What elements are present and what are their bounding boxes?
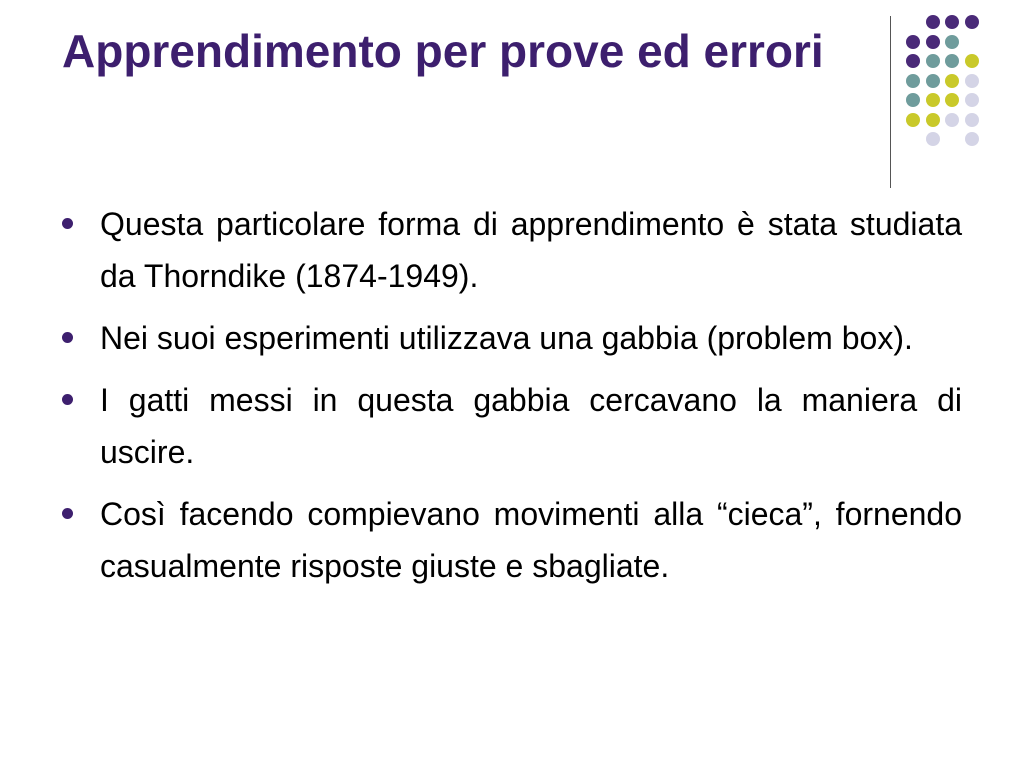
decorative-dot [965, 113, 979, 127]
bullet-item [62, 312, 962, 364]
decorative-dot [926, 132, 940, 146]
bullet-text: Questa particolare forma di apprendimento è stata studiata da Thorndike (1874-1949). [100, 206, 962, 294]
decorative-dot [926, 74, 940, 88]
decorative-dot [965, 15, 979, 29]
decorative-dot [906, 113, 920, 127]
decorative-dot [945, 74, 959, 88]
bullet-text: Nei suoi esperimenti utilizzava una gabbia (problem box). [100, 320, 913, 356]
decorative-dot [926, 15, 940, 29]
decorative-dot [945, 35, 959, 49]
decorative-dot [906, 35, 920, 49]
decorative-dot [965, 74, 979, 88]
title-divider-line [890, 16, 891, 188]
decorative-dot [945, 54, 959, 68]
decorative-dot [926, 93, 940, 107]
decorative-dot [945, 113, 959, 127]
bullet-dot-icon [62, 218, 73, 229]
slide-title: Apprendimento per prove ed errori [62, 25, 824, 77]
decorative-dot [926, 113, 940, 127]
bullet-text: I gatti messi in questa gabbia cercavano la maniera di uscire. [100, 382, 962, 470]
bullet-text: Così facendo compievano movimenti alla “cieca”, fornendo casualmente risposte giuste e sbagliate. [100, 496, 962, 584]
decorative-dot [906, 54, 920, 68]
decorative-dot [965, 54, 979, 68]
decorative-dot [965, 93, 979, 107]
bullet-item [62, 488, 962, 592]
decorative-dot [945, 15, 959, 29]
bullet-item [62, 198, 962, 302]
decorative-dot [906, 93, 920, 107]
decorative-dot [945, 93, 959, 107]
decorative-dot [926, 35, 940, 49]
bullet-dot-icon [62, 394, 73, 405]
bullet-dot-icon [62, 332, 73, 343]
bullet-item [62, 374, 962, 478]
decorative-dot [926, 54, 940, 68]
bullet-dot-icon [62, 508, 73, 519]
decorative-dot [906, 74, 920, 88]
decorative-dot [965, 132, 979, 146]
bullet-list [62, 198, 962, 602]
